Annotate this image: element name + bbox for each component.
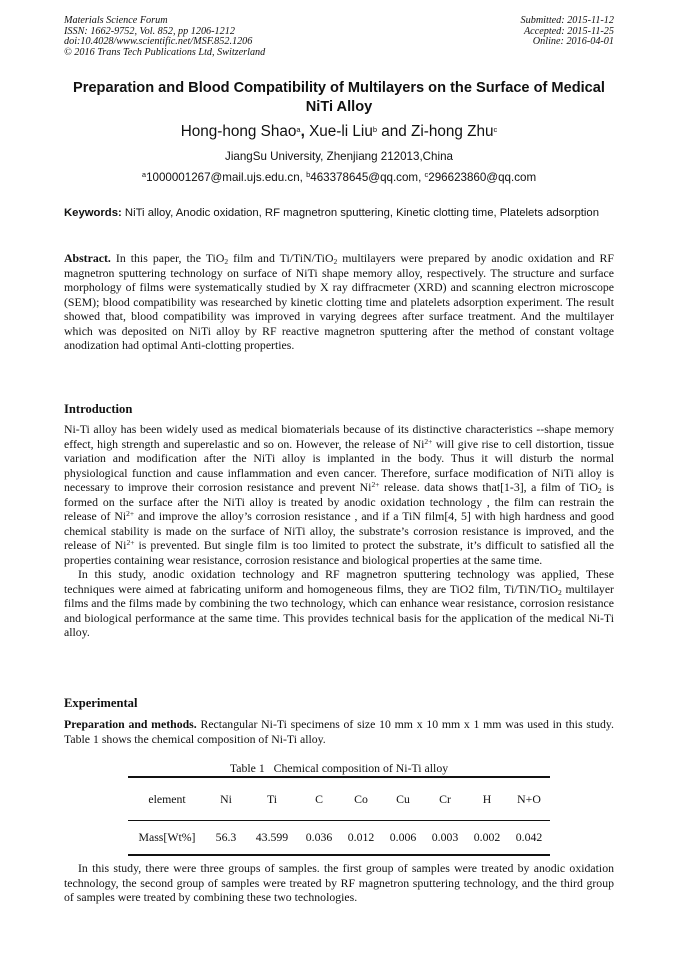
email-superscript: c [424, 170, 429, 179]
paragraph-text: release. data shows that[1-3], a film of TiO [379, 480, 598, 494]
author-name: Zi-hong Zhu [411, 123, 494, 140]
abstract-text: film and Ti/TiN/TiO [228, 251, 334, 265]
email-list [64, 171, 614, 185]
table-cell: 56.3 [206, 821, 246, 856]
email-superscript: a [141, 170, 147, 179]
table-header-cell: Ni [206, 777, 246, 821]
author-superscript: c [493, 125, 498, 134]
abstract-label: Abstract. [64, 251, 111, 265]
table-cell: 0.006 [382, 821, 424, 856]
submitted-date: Submitted: 2015-11-12 [520, 15, 614, 26]
author-separator: and [377, 123, 412, 140]
table-cell: Mass[Wt%] [128, 821, 206, 856]
table-header-cell: Ti [246, 777, 298, 821]
superscript: 2+ [126, 509, 135, 518]
subscript: 2 [557, 587, 562, 597]
paragraph-text: is prevented. But single film is too limited to protect the substrate, it’s difficult to satisfied all the properties containing wear resistance, corrosion resistance and biological properties at the same time. [64, 538, 614, 567]
composition-table [128, 776, 550, 856]
email-superscript: b [306, 170, 311, 179]
email-address: 296623860@qq.com [428, 171, 537, 184]
intro-paragraph-2 [64, 567, 614, 640]
issn-line: ISSN: 1662-9752, Vol. 852, pp 1206-1212 [64, 25, 235, 37]
author-list [64, 123, 614, 141]
paragraph-text: will give rise to cell distortion, tissue variation and modification after the NiTi alloy is implanted in the body. Thus it will disturb the normal physiological function and cause inflammation and even cancer. Therefore, surface modification of NiTi alloy is necessary to improve their corrosion resistance and prevent Ni [64, 436, 614, 494]
superscript: 2+ [424, 436, 433, 446]
experimental-paragraph [64, 717, 614, 746]
experimental-body [64, 717, 614, 746]
table-header-cell: Co [340, 777, 382, 821]
introduction-body [64, 422, 614, 640]
keywords-text: NiTi alloy, Anodic oxidation, RF magnetron sputtering, Kinetic clotting time, Platelets adsorption [121, 207, 599, 219]
keywords-label: Keywords: [64, 207, 122, 219]
paragraph-text: is formed on the surface after the NiTi alloy is treated by anodic oxidation technology , the film can restrain the release of Ni [64, 480, 614, 523]
table-header-cell: N+O [508, 777, 550, 821]
superscript: 2+ [126, 538, 135, 547]
journal-info [64, 16, 265, 58]
author-separator: , [300, 123, 310, 140]
table-header-row [128, 777, 550, 821]
keywords [64, 206, 614, 221]
submission-dates [521, 16, 614, 48]
doi-line: doi:10.4028/www.scientific.net/MSF.852.1206 [64, 36, 253, 48]
email-address: 463378645@qq.com, [310, 171, 425, 184]
superscript: 2+ [371, 480, 380, 489]
author-name: Hong-hong Shao [180, 123, 297, 140]
abstract [64, 251, 614, 353]
subscript: 2 [597, 486, 602, 495]
table-cell: 0.003 [424, 821, 466, 856]
accepted-date: Accepted: 2015-11-25 [523, 25, 614, 37]
paragraph-text: multilayer films and the films made by combining the two technology, which can enhance wear resistance, corrosion resistance and biological performance at the same time. This provides technical basis for the application of the medical Ni-Ti alloy. [64, 581, 614, 639]
paragraph-text: and improve the alloy’s corrosion resistance , and if a TiN film[4, 5] with high hardness and good chemical stability is made on the surface of NiTi alloy, the substrate’s corrosion resistance is improved, and the release of Ni [64, 509, 615, 552]
copyright-line: © 2016 Trans Tech Publications Ltd, Switzerland [64, 46, 266, 58]
subscript: 2 [333, 257, 338, 266]
table-header-cell: element [128, 777, 206, 821]
samples-paragraph: In this study, there were three groups of samples. the first group of samples were treated by anodic oxidation technology, the second group of samples were treated by RF magnetron sputtering technology, and the third group of samples were treated by combining these two technologies. [64, 861, 614, 904]
author-superscript: b [372, 125, 378, 134]
author-superscript: a [296, 125, 301, 134]
intro-paragraph-1 [64, 422, 614, 567]
journal-name: Materials Science Forum [64, 15, 168, 26]
table-cell: 0.002 [466, 821, 508, 856]
table-header-cell: Cr [424, 777, 466, 821]
paragraph-text: In this study, anodic oxidation technology and RF magnetron sputtering technology was applied, These techniques were aimed at fabricating uniform and homogeneous films, they are TiO2 film, Ti/TiN/TiO [64, 567, 614, 596]
table-cell: 0.036 [298, 821, 340, 856]
paragraph-text: Ni-Ti alloy has been widely used as medical biomaterials because of its distinctive characteristics --shape memory effect, high strength and superelastic and so on. However, the release of Ni [64, 422, 614, 451]
table-header-cell: H [466, 777, 508, 821]
introduction-heading: Introduction [64, 402, 133, 416]
subscript: 2 [224, 257, 229, 266]
table-header-cell: C [298, 777, 340, 821]
table-header-cell: Cu [382, 777, 424, 821]
email-address: 1000001267@mail.ujs.edu.cn, [146, 171, 307, 184]
affiliation: JiangSu University, Zhenjiang 212013,China [225, 150, 453, 163]
paper-title: Preparation and Blood Compatibility of Multilayers on the Surface of Medical NiTi Alloy [73, 80, 605, 115]
table-cell: 0.012 [340, 821, 382, 856]
experimental-heading: Experimental [64, 696, 138, 710]
table-cell: 0.042 [508, 821, 550, 856]
table-caption: Table 1 Chemical composition of Ni-Ti alloy [229, 761, 449, 775]
author-name: Xue-li Liu [309, 123, 373, 140]
abstract-text: multilayers were prepared by anodic oxidation and RF magnetron sputtering technology on surface of NiTi shape memory alloy, respectively. The structure and surface morphology of films were systematically studied by X ray diffracmeter (XRD) and scanning electron microscope (SEM); blood compatibility was researched by kinetic clotting time and platelets adsorption experiment. The result showed that, blood compatibility was improved in varying degrees after surface treatment. And the multilayer which was deposited on NiTi alloy by RF reactive magnetron sputtering after the method of constant voltage anodization had optimal Anti-clotting properties. [64, 251, 614, 352]
table-cell: 43.599 [246, 821, 298, 856]
online-date: Online: 2016-04-01 [532, 36, 614, 48]
paragraph-text: Rectangular Ni-Ti specimens of size 10 mm x 10 mm x 1 mm was used in this study. Table 1 shows the chemical composition of Ni-Ti alloy. [64, 717, 614, 746]
table-row [128, 821, 550, 856]
abstract-text: In this paper, the TiO [110, 251, 225, 265]
preparation-heading: Preparation and methods. [64, 717, 197, 731]
